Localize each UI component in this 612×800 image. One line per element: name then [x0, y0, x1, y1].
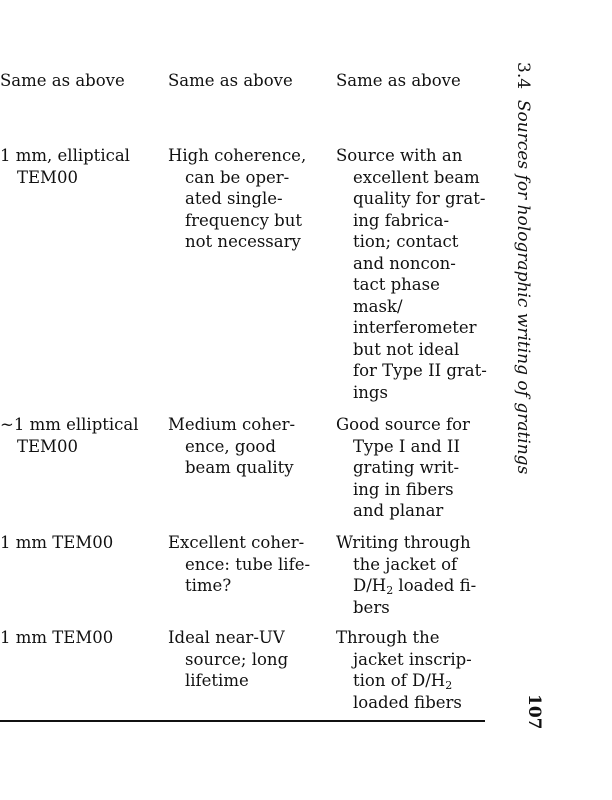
section-title: Sources for holographic writing of gratings: [513, 99, 533, 475]
row5-col2: Ideal near-UV source; long lifetime: [168, 628, 289, 690]
row2-col2: High coherence, can be oper- ated single- frequency but not necessary: [168, 146, 307, 251]
row4-col3: Writing through the jacket of $D/H_2$ loaded fi- bers: [336, 533, 477, 617]
page-number: 107: [524, 694, 544, 730]
row1-col2: Same as above: [168, 71, 293, 90]
row4-col2: Excellent coher- ence: tube life- time?: [168, 533, 311, 595]
running-head: [513, 62, 533, 474]
row3-col3: Good source for Type I and II grating writ- ing in fibers and planar: [336, 415, 470, 520]
row1-col1: Same as above: [0, 71, 125, 90]
section-number: 3.4: [513, 62, 533, 90]
row3-col2: Medium coher- ence, good beam quality: [168, 415, 296, 477]
row1-col3: Same as above: [336, 71, 461, 90]
table-bottom-rule: [0, 720, 485, 722]
row4-col1: 1 mm TEM00: [0, 533, 114, 552]
row2-col3: Source with an excellent beam quality for grat- ing fabrica- tion; contact and noncon- tact phase mask/ interferometer but not ideal for Type II grat- ings: [336, 146, 487, 402]
row5-col1: 1 mm TEM00: [0, 628, 114, 647]
row3-col1: ~1 mm elliptical TEM00: [0, 415, 139, 456]
row2-col1: 1 mm, elliptical TEM00: [0, 146, 130, 187]
row5-col3: Through the jacket inscrip- tion of $D/H_2$ loaded fibers: [336, 628, 472, 712]
